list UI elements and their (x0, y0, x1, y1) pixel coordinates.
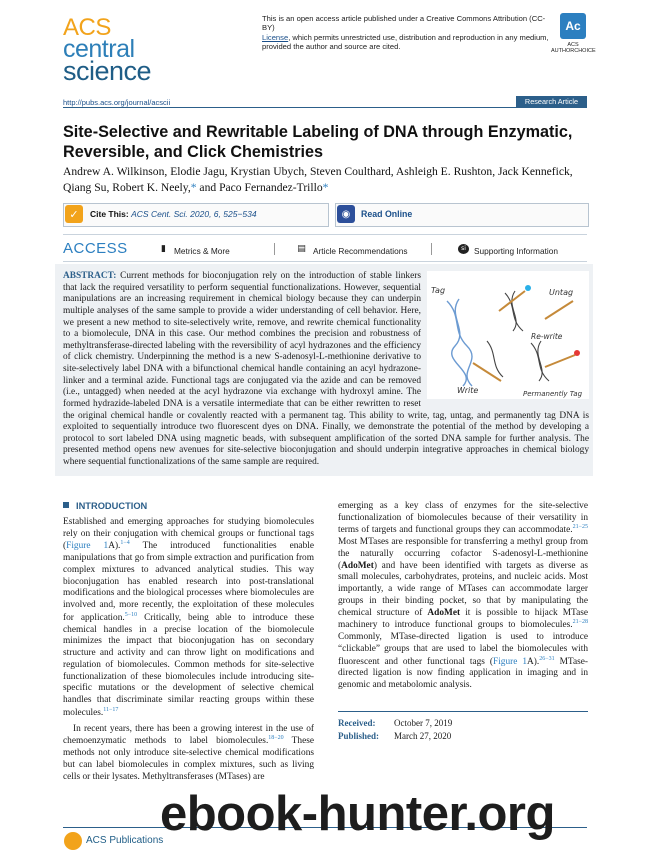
cite-label: Cite This: (90, 209, 129, 219)
access-label: ACCESS (63, 240, 128, 257)
corresponding-author-mark-2[interactable]: * (322, 180, 329, 194)
abstract-label: ABSTRACT: (63, 271, 117, 281)
citation-ref[interactable]: 1−4 (120, 540, 130, 547)
toc-illustration (427, 271, 589, 399)
citation-ref[interactable]: 11−17 (103, 706, 119, 713)
received-label: Received: (338, 718, 376, 728)
logo-line-acs: ACS (63, 14, 111, 41)
citation-ref[interactable]: 5−10 (124, 611, 138, 618)
text-run: These methods not only introduce site-selective chemical modifications but can label biomolecules in complex mixtures, such as living cells or their lysates. Methyltransferases (MTases) are (63, 736, 314, 782)
access-bar-top-rule (63, 234, 587, 235)
intro-column-2 (338, 501, 588, 692)
intro-paragraph-2 (63, 724, 314, 784)
text-run: MTase-directed ligation is now finding application in imaging and in genomic and metabolomic analysis. (338, 656, 588, 691)
text-run: it is possible to hijack MTase machinery to introduce functional groups to biomolecules. (338, 607, 589, 631)
open-access-note (262, 14, 557, 51)
section-marker (63, 502, 69, 508)
toc-label-write: Write (457, 386, 479, 395)
citation (90, 209, 257, 219)
author-list (63, 164, 603, 195)
badge-line-2: AUTHORCHOICE (551, 48, 596, 55)
text-run: Established and emerging approaches for studying biomolecules rely on their conjugation with chemical groups or functional tags ( (63, 517, 314, 552)
authorchoice-label (551, 42, 595, 54)
citation-ref[interactable]: 21−28 (572, 619, 588, 626)
si-icon: si (458, 244, 469, 254)
globe-icon: ◉ (337, 205, 355, 223)
checkmark-icon: ✓ (65, 205, 83, 223)
received-date: October 7, 2019 (394, 718, 453, 728)
text-run: emerging as a key class of enzymes for the site-selective functionalization of biomolecules because of their versatility in terms of targets and functional groups they can accommodate. (338, 501, 588, 536)
authors-text: Andrew A. Wilkinson, Elodie Jagu, Krystian Ubych, Steven Coulthard, Ashleigh E. Rushton, Jack Kennefick, Qiang Su, Robert K. Neely, (63, 165, 573, 194)
published-date: March 27, 2020 (394, 731, 452, 741)
toc-label-untag: Untag (549, 288, 574, 297)
header-divider (63, 107, 587, 108)
article-dates (338, 717, 588, 743)
abstract-text: Current methods for bioconjugation rely on the introduction of stable linkers that lack the required versatility to perform sequential functionalizations. However, sequential manipulations are an increasing requirement in chemical biology because they can underpin multiple analyses of the same sample to provide a wider understanding of cell behavior. Here, we present a new method to site-selectively write, remove, and rewrite chemical functionality to a biomolecule, DNA in this case. Our method combines the precision and robustness of methyltransferase-directed labeling with the reversibility of acyl hydrazones and the efficiency of click chemistry. Underpinning the method is a new S-adenosyl-L-methionine derivative to site-selectively label DNA with a bifunctional chemical handle containing an acyl hydrazone-linker and a terminal azide. Functional tags are conjugated via the azide and can be removed (i.e., untagged) when needed at the acyl hydrazone via exchange with hydroxyl amine. The formed hydrazide-labeled DNA is a versatile intermediate that can be either rewritten to reset the original chemical handle or covalently reacted with a permanent tag. This ability to write, tag, untag, and permanently tag DNA is exploited to sequentially introduce two fluorescent dyes on DNA. Finally, we demonstrate the potential of the method by developing a protocol to sort labeled DNA using magnetic beads, with subsequent amplification of the sorted DNA sample for further analysis. The presented method opens new avenues for site-selective bioconjugation and should underpin integrative approaches in chemical biology where sequential functionalizations of the same sample are required. (63, 271, 589, 467)
authorchoice-badge-icon: Ac (560, 13, 586, 39)
publisher-name: ACS Publications (86, 835, 164, 846)
toc-label-permanent: Permanently Tag (523, 390, 583, 398)
toc-label-rewrite: Re-write (531, 332, 563, 341)
article-title: Site-Selective and Rewritable Labeling of DNA through Enzymatic, Reversible, and Click Chemistries (63, 123, 573, 161)
dates-divider (338, 711, 588, 712)
read-online-label[interactable]: Read Online (361, 209, 413, 219)
text-run: The introduced functionalities enable manipulations that go from simple extraction and purification from complex mixtures to advanced analytical studies. This way bioconjugation has enabled research into post-translational modifications and the biological processes where biomolecules are involved and, more recently, the exploitation of these molecules for application. (63, 541, 314, 623)
open-access-text: This is an open access article published under a Creative Commons Attribution (CC-BY) (262, 14, 546, 33)
metrics-more-link[interactable]: Metrics & More (174, 246, 230, 256)
adomet-term: AdoMet (427, 607, 461, 618)
badge-line-1: ACS (567, 42, 579, 48)
published-row (338, 730, 588, 743)
authors-text-tail: and Paco Fernandez-Trillo (196, 180, 323, 194)
article-recommendations-link[interactable]: Article Recommendations (313, 246, 408, 256)
abstract (63, 271, 589, 469)
citation-ref[interactable]: 21−25 (572, 524, 588, 531)
journal-url-link[interactable]: http://pubs.acs.org/journal/acscii (63, 98, 171, 107)
figure-1-link[interactable]: Figure 1 (66, 541, 109, 552)
adomet-term: AdoMet (341, 560, 374, 571)
toc-label-tag: Tag (431, 286, 446, 295)
logo-line-science: science (63, 56, 152, 87)
intro-paragraph-3 (338, 501, 588, 692)
intro-column-1 (63, 517, 314, 783)
license-link[interactable]: License (262, 32, 289, 42)
text-run: Critically, being able to introduce these chemical handles in a precise location of the biomolecule minimizes the impact that bioconjugation has on secondary structure and activity and can throw light on modifications and regulation of biomolecules. Common methods for site-selective functionalization of these biomolecules include introducing site-specific mutations or the development of selective chemical handles that discriminate similar reacting groups within these molecules. (63, 612, 314, 718)
received-row (338, 717, 588, 730)
published-label: Published: (338, 731, 380, 741)
citation-ref[interactable]: 26−31 (539, 655, 555, 662)
text-run: In recent years, there has been a growing interest in the use of chemoenzymatic methods to label biomolecules. (63, 723, 314, 747)
journal-logo (63, 14, 173, 87)
text-run: Most MTases are responsible for transferring a methyl group from the naturally occurring cofactor S-adenosyl-L-methionine ( (338, 537, 588, 571)
corresponding-author-mark[interactable]: * (190, 180, 197, 194)
logo-line-central: central (63, 35, 135, 64)
introduction-heading (63, 501, 147, 511)
citation-link[interactable]: ACS Cent. Sci. 2020, 6, 525−534 (131, 209, 257, 219)
article-type-badge: Research Article (516, 96, 587, 107)
figure-1-link[interactable]: Figure 1 (493, 656, 528, 667)
access-bar-bottom-rule (63, 261, 587, 262)
text-run: A). (108, 541, 121, 552)
open-access-text-rest: , which permits unrestricted use, distribution and reproduction in any medium, provided the author and source are cited. (262, 32, 549, 51)
toc-graphic (427, 271, 589, 399)
text-run: Commonly, MTase-directed ligation is used to introduce “clickable” groups that are used to label the biomolecules with fluorescent and other functional tags ( (338, 632, 588, 667)
bar-chart-icon: ▮ (161, 244, 166, 254)
introduction-heading-text: INTRODUCTION (76, 501, 148, 511)
watermark: ebook-hunter.org (160, 787, 555, 841)
citation-ref[interactable]: 18−20 (268, 735, 284, 742)
document-icon: ▤ (297, 244, 306, 254)
access-bar-separator-2 (431, 243, 432, 255)
access-bar-separator (274, 243, 275, 255)
text-run: A). (527, 656, 540, 667)
acs-publications-logo-icon (64, 832, 82, 850)
supporting-information-link[interactable]: Supporting Information (474, 246, 558, 256)
text-run: ) and have been identified with targets as diverse as small molecules, carbohydrates, proteins, and nucleic acids. Most importantly, a wide range of MTases can accommodate larger groups in their binding pocket, so that by manipulating the chemical structure of (338, 560, 588, 618)
intro-paragraph-1 (63, 517, 314, 720)
